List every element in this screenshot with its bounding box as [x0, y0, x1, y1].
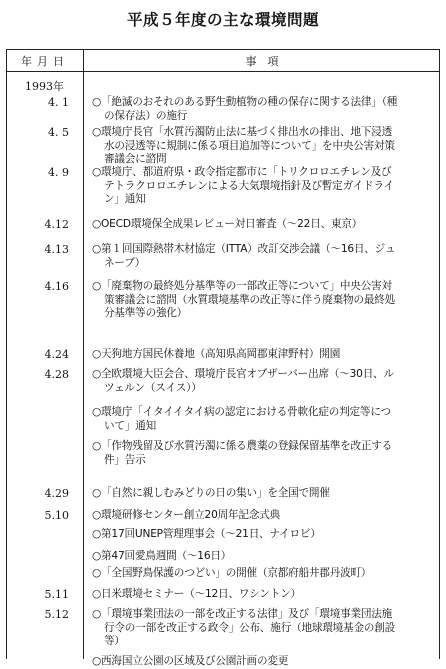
row-date: 4.29	[44, 487, 69, 500]
row-text-line: ○「自然に親しむみどりの日の集い」を全国で開催	[92, 487, 330, 499]
row-text-line: 分基準等の強化）	[104, 307, 188, 319]
row-text-line: ○「廃棄物の最終処分基準等の一部改正等について」中央公害対	[92, 280, 392, 292]
row-date: 5.12	[44, 608, 69, 621]
row-date: 4. 5	[48, 126, 69, 139]
row-date: 5.10	[44, 509, 69, 522]
row-text-line: 策審議会に諮問（水質環境基準の改正等に伴う廃棄物の最終処	[104, 293, 396, 306]
row-text	[92, 567, 434, 581]
row-text-line: ○第17回UNEP管理理事会（～21日、ナイロビ）	[92, 528, 321, 540]
row-text-line: ○「絶滅のおそれのある野生動植物の種の保存に関する法律」（種	[92, 96, 398, 108]
row-text	[92, 406, 434, 433]
row-text-line: ○「作物残留及び水質汚濁に係る農薬の登録保留基準を改正する	[92, 440, 393, 452]
row-text-line: ○第１回国際熱帯木材協定（ITTA）改訂交渉会議（～16日、ジュ	[92, 243, 396, 255]
row-text	[92, 550, 434, 564]
row-text	[92, 126, 434, 167]
row-text	[92, 608, 434, 649]
row-text-line: ○環境庁長官「水質汚濁防止法に基づく排出水の排出、地下浸透	[92, 126, 393, 138]
row-text-line: 等）	[104, 635, 125, 647]
row-text	[92, 588, 434, 602]
row-text	[92, 166, 434, 207]
row-date: 4.24	[44, 348, 69, 361]
row-text-line: いて」通知	[104, 419, 156, 432]
row-text-line: ○OECD環境保全成果レビュー対日審査（～22日、東京）	[92, 218, 363, 230]
row-text-line: ○天狗地方国民休養地（高知県高岡郡東津野村）開園	[92, 348, 341, 360]
row-text-line: ○日米環境セミナー（～12日、ワシントン）	[92, 588, 301, 600]
row-text	[92, 487, 434, 501]
row-text-line: ツェルン（スイス））	[104, 381, 202, 394]
row-text-line: ○全欧環境大臣会合、環境庁長官オブザーバー出席（～30日、ル	[92, 368, 394, 380]
row-text-line: ネーブ）	[104, 256, 146, 269]
row-text	[92, 280, 434, 321]
row-date: 4.13	[44, 243, 69, 256]
header-date: 年月日	[21, 55, 69, 68]
row-text-line: ン」通知	[104, 193, 146, 205]
row-text-line: ○環境庁、都道府県・政令指定都市に「トリクロロエチレン及び	[92, 166, 392, 178]
row-text	[92, 243, 434, 270]
row-text-line: 行令の一部を改正する政令」公布、施行（地球環境基金の創設	[104, 621, 396, 634]
row-text	[92, 440, 434, 467]
row-text-line: の保存法）の施行	[104, 109, 188, 122]
row-text	[92, 96, 434, 123]
row-text	[92, 528, 434, 542]
table-header	[7, 50, 439, 72]
row-date: 5.11	[44, 588, 69, 601]
row-text-line: ○第47回愛鳥週間（～16日）	[92, 550, 232, 562]
events-table	[6, 49, 440, 667]
row-date: 4.12	[44, 218, 69, 231]
year-label: 1993年	[25, 80, 64, 93]
row-text-line: ○「全国野鳥保護のつどい」の開催（京都府船井郡丹波町）	[92, 567, 372, 579]
row-text	[92, 655, 434, 669]
row-date: 4.16	[44, 280, 69, 293]
row-text	[92, 368, 434, 395]
row-text-line: テトラクロロエチレンによる大気環境指針及び暫定ガイドライ	[104, 179, 394, 192]
column-divider	[83, 50, 84, 659]
row-text-line: 審議会に諮問	[104, 153, 167, 165]
row-text-line: 件」告示	[104, 453, 146, 466]
row-date: 4. 1	[48, 96, 69, 109]
row-date: 4.28	[44, 368, 69, 381]
header-item: 事 項	[245, 55, 279, 68]
row-text	[92, 348, 434, 362]
row-date: 4. 9	[48, 166, 69, 179]
row-text	[92, 509, 434, 523]
row-text-line: ○環境研修センター創立20周年記念式典	[92, 509, 280, 521]
page-title: 平成５年度の主な環境問題	[126, 11, 319, 29]
row-text-line: ○西海国立公園の区域及び公園計画の変更	[92, 655, 289, 667]
row-text-line: ○環境庁「イタイイタイ病の認定における骨軟化症の判定等につ	[92, 406, 391, 418]
row-text	[92, 218, 434, 232]
row-text-line: 水の浸透等に規制に係る項目追加等について」を中央公害対策	[104, 139, 395, 152]
row-text-line: ○「環境事業団法の一部を改正する法律」及び「環境事業団法施	[92, 608, 393, 620]
